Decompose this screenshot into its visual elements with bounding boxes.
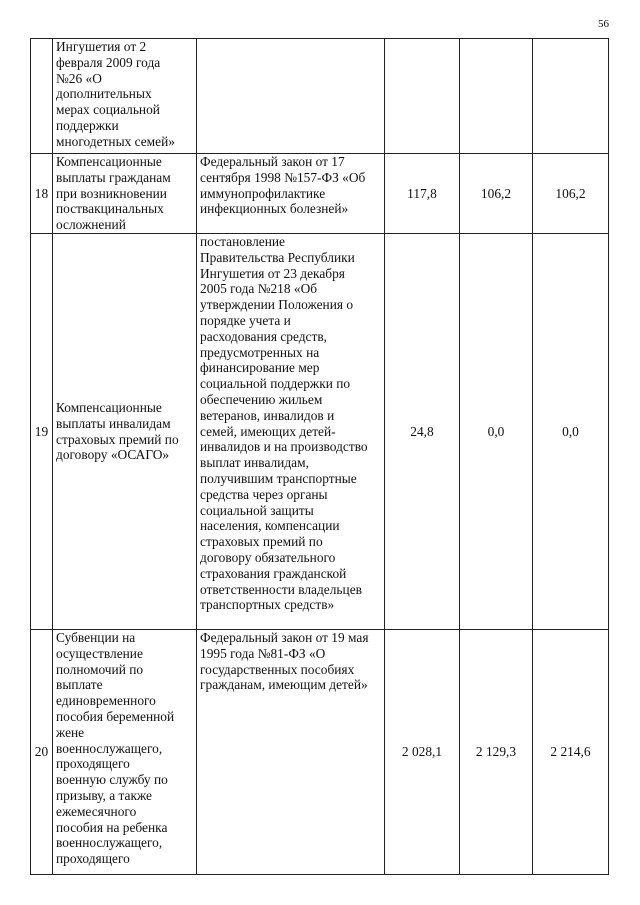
value-year-2: 0,0: [460, 234, 533, 630]
budget-table: [30, 38, 609, 875]
payment-name: Субвенции на осуществление полномочий по выплате единовременного пособия беременной жене военнослужащего, проходящего военную службу по призыву, а также ежемесячного пособия на ребенка военнослужащего, проходящего: [53, 630, 197, 875]
table-row: [31, 630, 609, 875]
legal-basis: [197, 39, 385, 154]
value-year-1: 117,8: [385, 154, 460, 234]
value-year-3: 0,0: [533, 234, 609, 630]
legal-basis: Федеральный закон от 17 сентября 1998 №157-ФЗ «Об иммунопрофилактике инфекционных болезней»: [197, 154, 385, 234]
value-year-2: [460, 39, 533, 154]
payment-name: Ингушетия от 2 февраля 2009 года №26 «О дополнительных мерах социальной поддержки многодетных семей»: [53, 39, 197, 154]
legal-basis: постановление Правительства Республики Ингушетия от 23 декабря 2005 года №218 «Об утверждении Положения о порядке учета и расходования средств, предусмотренных на финансирование мер социальной поддержки по обеспечению жильем ветеранов, инвалидов и семей, имеющих детей- инвалидов и на производство выплат инвалидам, получившим транспортные средства через органы социальной защиты населения, компенсации страховых премий по договору обязательного страхования гражданской ответственности владельцев транспортных средств»: [197, 234, 385, 630]
value-year-3: [533, 39, 609, 154]
value-year-2: 2 129,3: [460, 630, 533, 875]
row-number: [31, 39, 53, 154]
row-number: 18: [31, 154, 53, 234]
row-number: 20: [31, 630, 53, 875]
table-row: [31, 154, 609, 234]
value-year-2: 106,2: [460, 154, 533, 234]
payment-name: Компенсационные выплаты гражданам при возникновении поствакцинальных осложнений: [53, 154, 197, 234]
page-number: 56: [598, 18, 609, 30]
row-number: 19: [31, 234, 53, 630]
value-year-1: 2 028,1: [385, 630, 460, 875]
table-row: [31, 234, 609, 630]
table-row: [31, 39, 609, 154]
legal-basis: Федеральный закон от 19 мая 1995 года №81-ФЗ «О государственных пособиях гражданам, имеющим детей»: [197, 630, 385, 875]
value-year-1: [385, 39, 460, 154]
value-year-3: 106,2: [533, 154, 609, 234]
value-year-1: 24,8: [385, 234, 460, 630]
value-year-3: 2 214,6: [533, 630, 609, 875]
payment-name: Компенсационные выплаты инвалидам страховых премий по договору «ОСАГО»: [53, 234, 197, 630]
